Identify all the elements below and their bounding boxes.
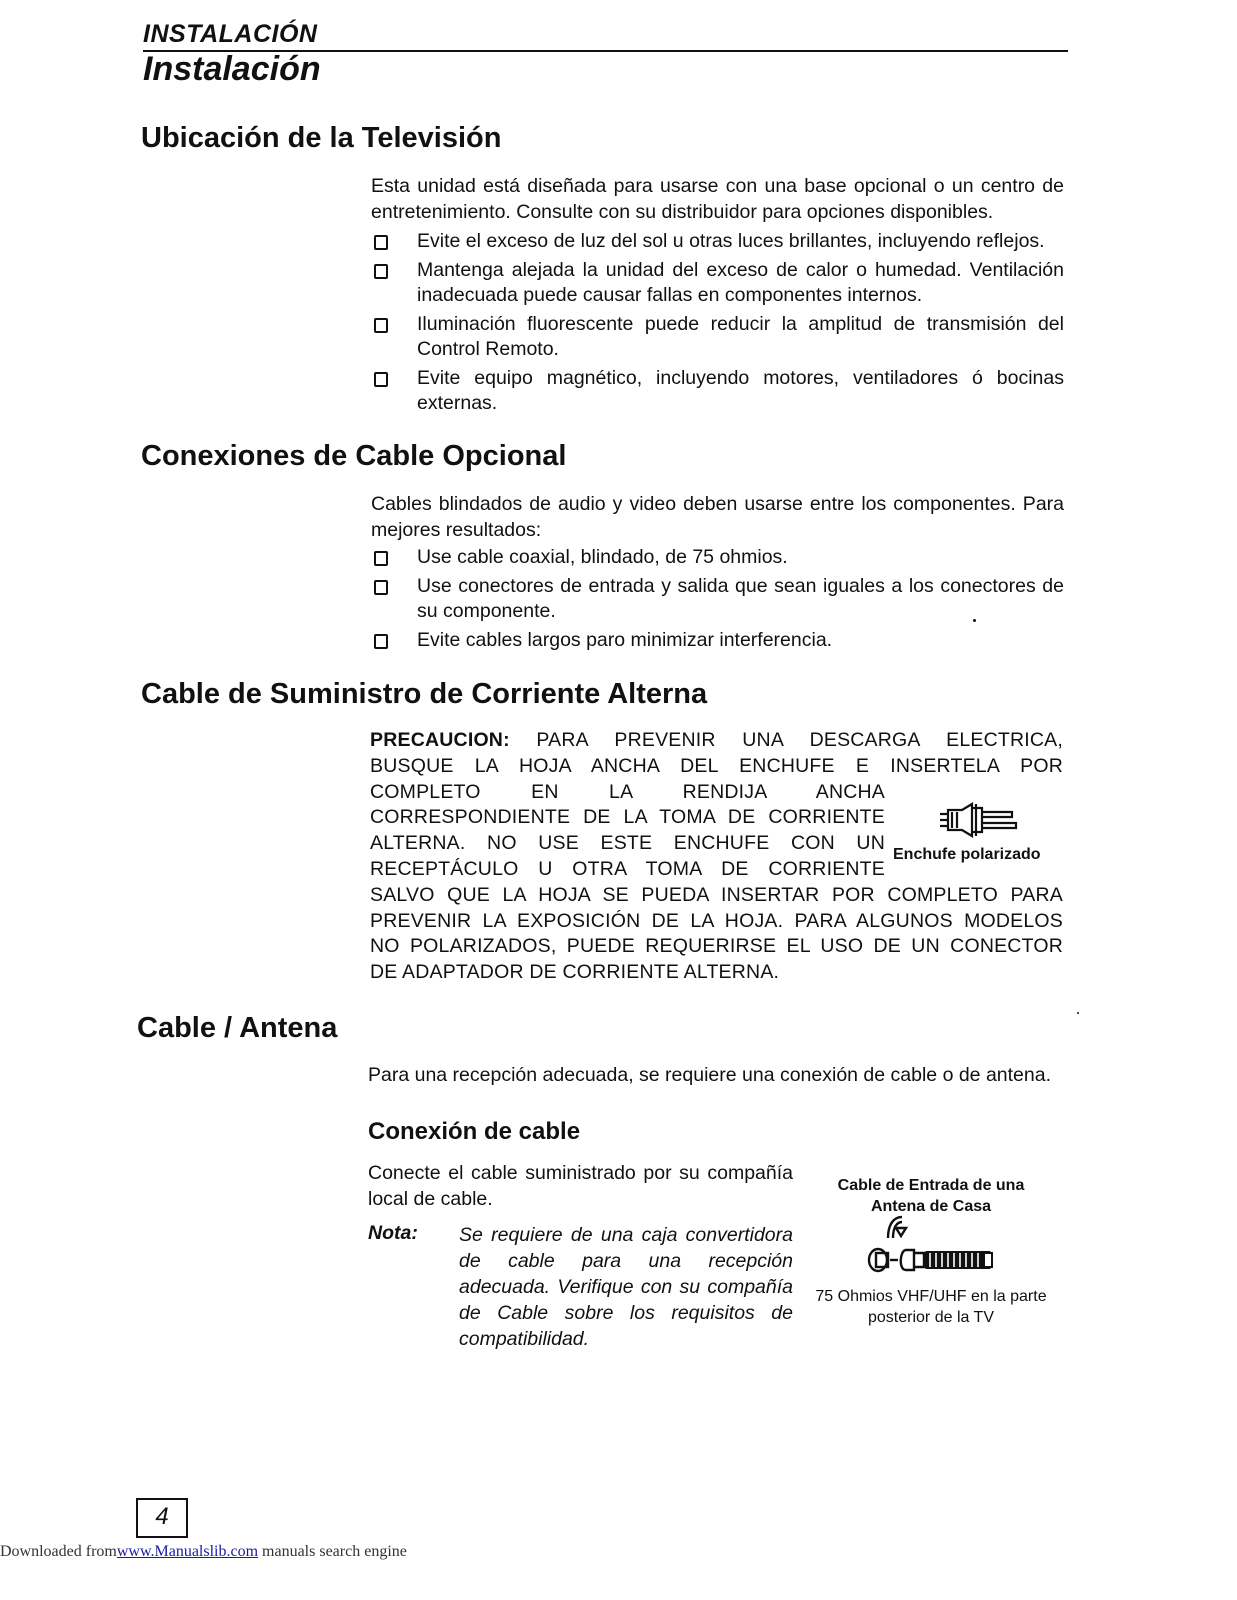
scan-speck [973,619,976,622]
antena-intro: Para una recepción adecuada, se requiere una conexión de cable o de antena. [368,1064,1052,1086]
page-title: Instalación [143,50,321,88]
conexiones-list [371,545,1064,656]
heading-ubicacion: Ubicación de la Televisión [141,122,502,154]
cable-instruction: Conecte el cable suministrado por su compañía local de cable. [368,1162,793,1210]
ubicacion-list [371,229,1064,420]
nota-text: Se requiere de una caja convertidora de cable para una recepción adecuada. Verifique con su compañía de Cable sobre los requisitos de compatibilidad. [459,1224,793,1350]
plug-caption: Enchufe polarizado [893,846,1041,863]
scan-speck [1077,1012,1079,1014]
caution-block: PRECAUCION: PARA PREVENIR UNA DESCARGA ELECTRICA, BUSQUE LA HOJA ANCHA DEL ENCHUFE E INSERTELA POR COMPLETO EN LA RENDIJA ANCHA CORRESPONDIENTE DE LA TOMA DE CORRIENTE ALTERNA. NO USE ESTE ENCHUFE CON UN RECEPTÁCULO U OTRA TOMA DE CORRIENTE SALVO QUE LA HOJA SE PUEDA INSERTAR POR COMPLETO PARA PREVENIR LA EXPOSICIÓN DE LA HOJA. PARA ALGUNOS MODELOS NO POLARIZADOS, PUEDE REQUERIRSE EL USO DE UN CONECTOR DE ADAPTADOR DE CORRIENTE ALTERNA. [370,729,1063,984]
list-item: Use cable coaxial, blindado, de 75 ohmios. [371,545,1064,571]
antenna-plug-icon [884,1214,910,1242]
section-label: INSTALACIÓN [143,20,318,48]
heading-antena: Cable / Antena [137,1012,338,1044]
list-item: Iluminación fluorescente puede reducir la amplitud de transmisión del Control Remoto. [371,312,1064,363]
caution-label: PRECAUCION: [370,729,510,751]
manualslib-link[interactable]: www.Manualslib.com [116,1543,259,1560]
checkbox-bullet-icon [374,235,388,250]
checkbox-bullet-icon [374,372,388,387]
download-footer: Downloaded fromwww.Manualslib.com manuals search engine [0,1543,407,1560]
checkbox-bullet-icon [374,264,388,279]
list-item: Evite equipo magnético, incluyendo motores, ventiladores ó bocinas externas. [371,366,1064,417]
checkbox-bullet-icon [374,551,388,566]
checkbox-bullet-icon [374,318,388,333]
heading-suministro: Cable de Suministro de Corriente Alterna [141,678,708,710]
checkbox-bullet-icon [374,634,388,649]
page-number: 4 [136,1498,188,1538]
checkbox-bullet-icon [374,580,388,595]
polarized-plug-icon [936,800,1022,840]
list-item: Use conectores de entrada y salida que sean iguales a los conectores de su componente. [371,574,1064,625]
list-item: Evite cables largos paro minimizar interferencia. [371,628,1064,654]
list-item: Evite el exceso de luz del sol u otras luces brillantes, incluyendo reflejos. [371,229,1064,255]
conexiones-intro: Cables blindados de audio y video deben usarse entre los componentes. Para mejores resultados: [371,493,1064,541]
coaxial-connector-icon [866,1244,998,1276]
ubicacion-intro: Esta unidad está diseñada para usarse con una base opcional o un centro de entretenimiento. Consulte con su distribuidor para opciones disponibles. [371,175,1064,223]
figure-caption: 75 Ohmios VHF/UHF en la parte posterior de la TV [815,1288,1047,1326]
sub-heading-conexion-cable: Conexión de cable [368,1118,581,1145]
list-item: Mantenga alejada la unidad del exceso de calor o humedad. Ventilación inadecuada puede causar fallas en componentes internos. [371,258,1064,309]
heading-conexiones: Conexiones de Cable Opcional [141,440,567,472]
nota-label: Nota: [368,1222,418,1244]
figure-title: Cable de Entrada de una Antena de Casa [837,1177,1025,1215]
